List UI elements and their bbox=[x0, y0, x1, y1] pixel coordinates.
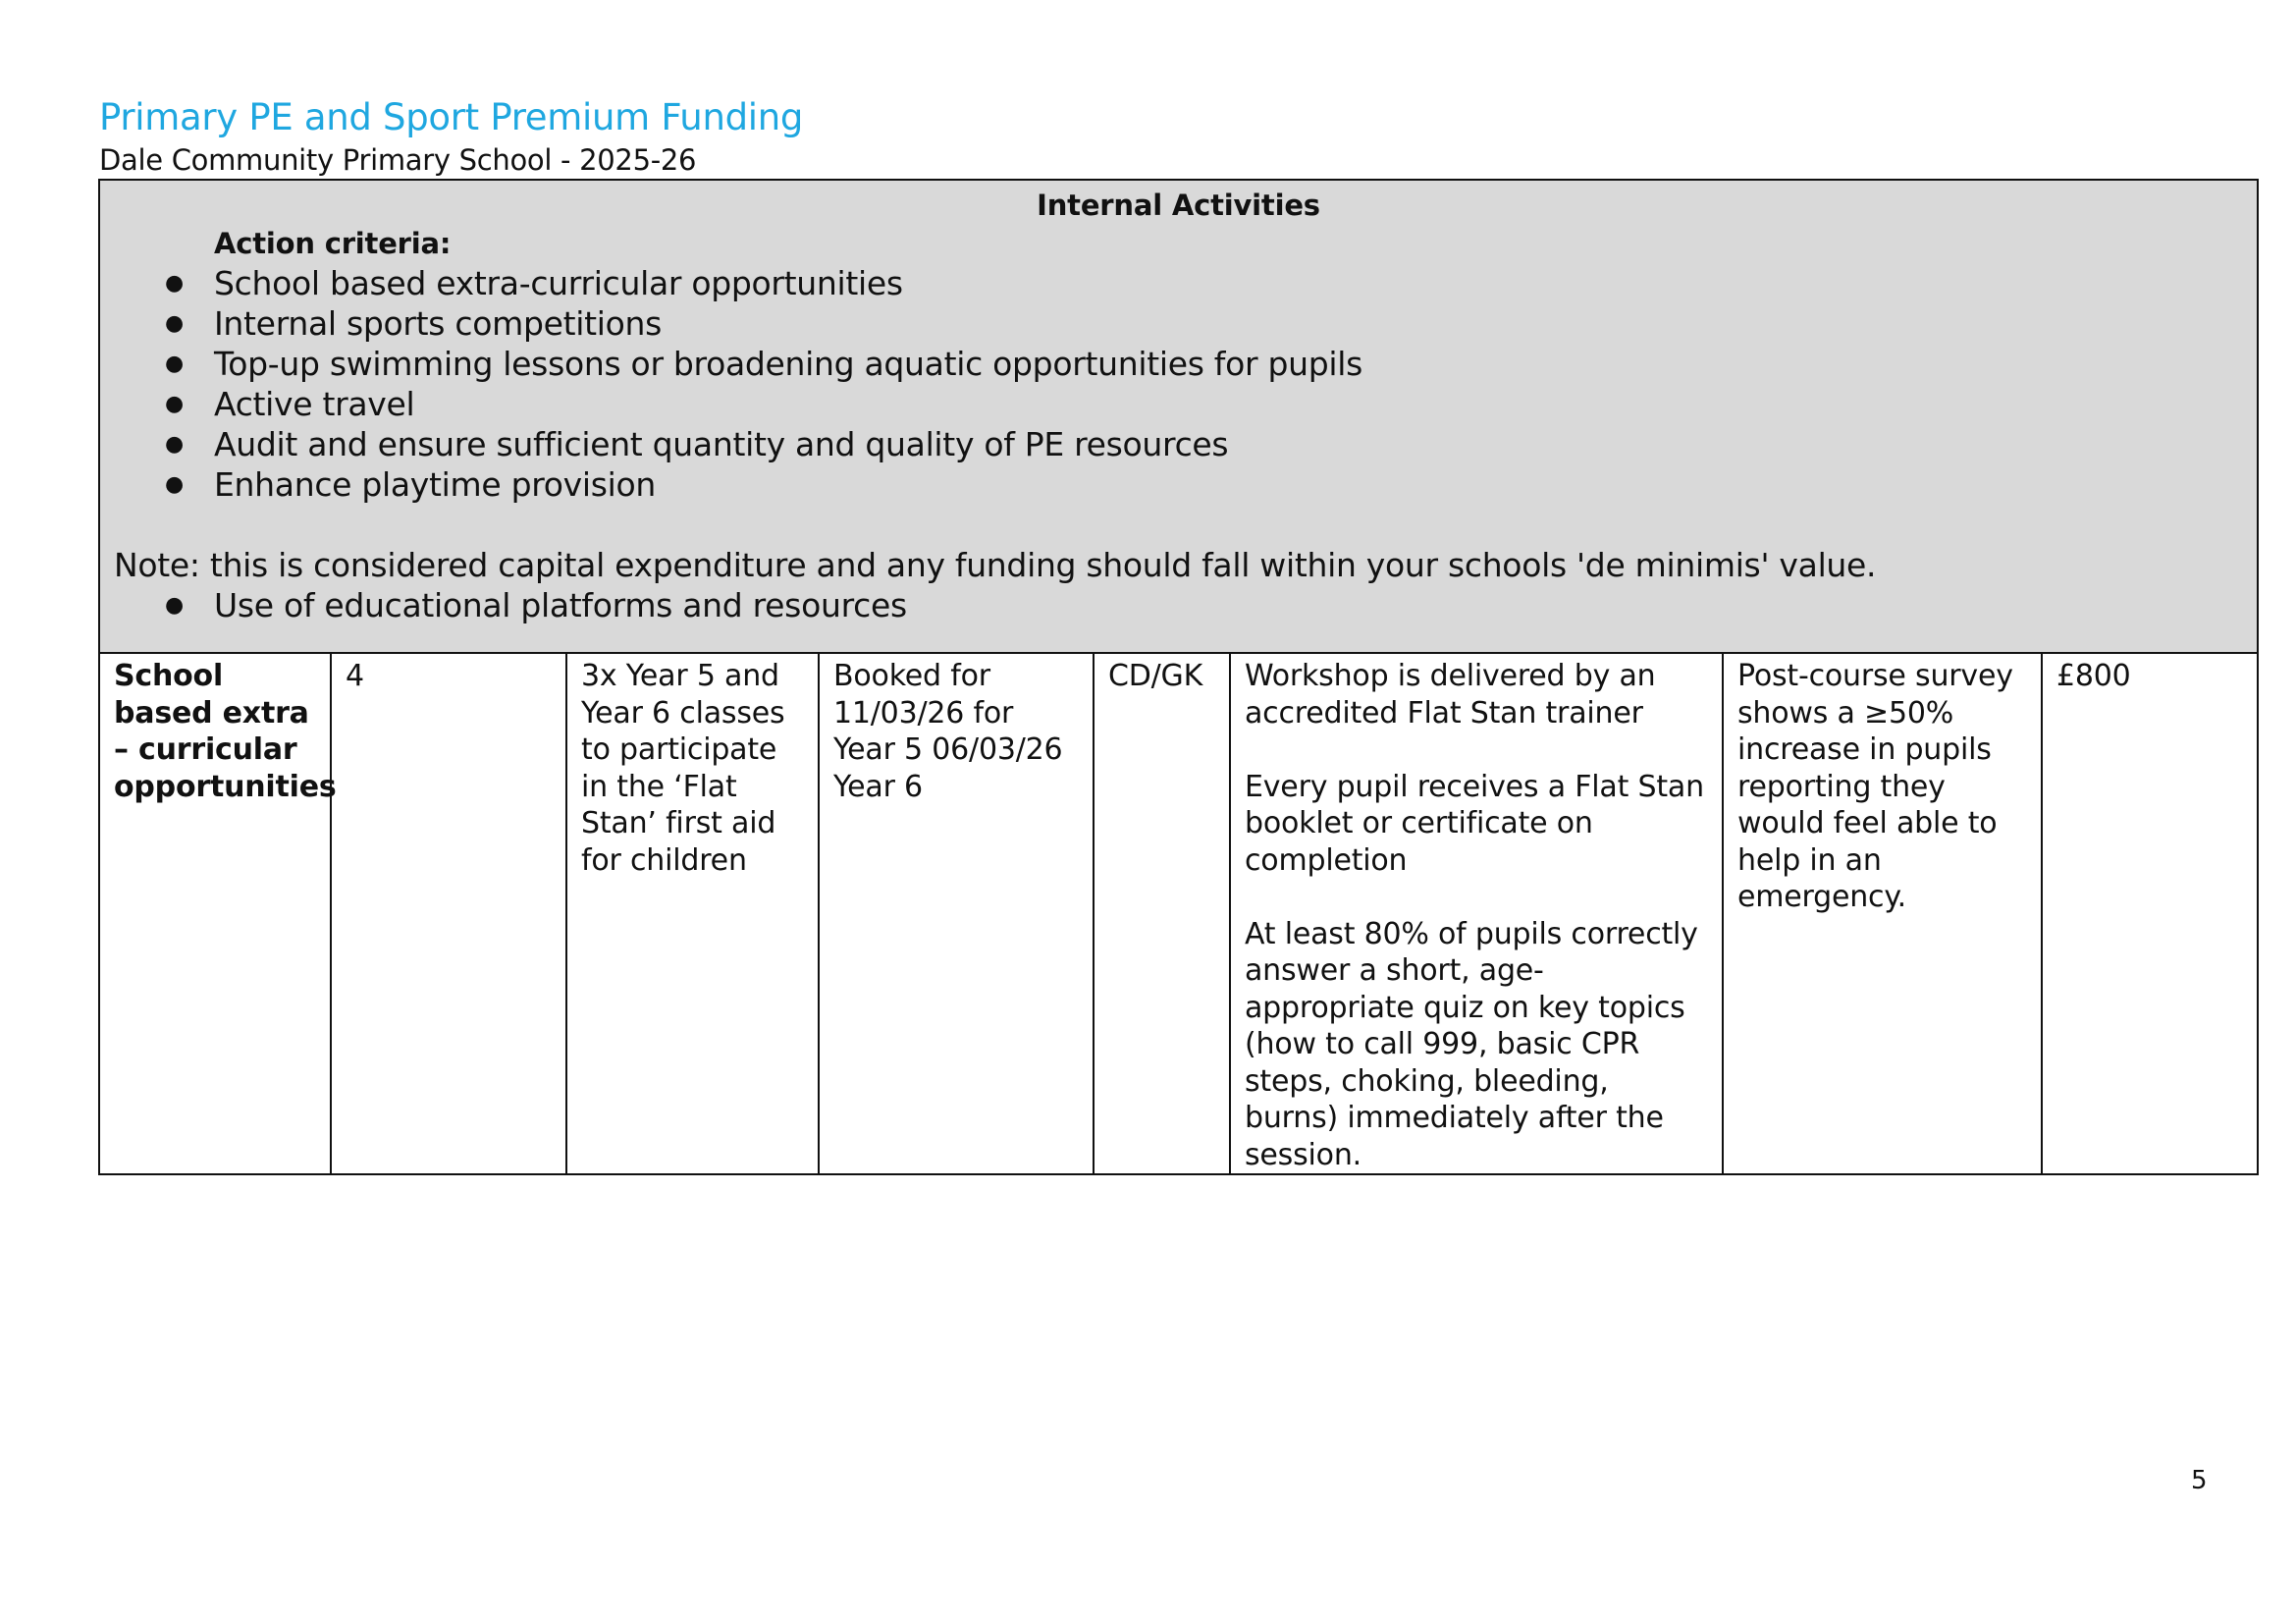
success-criteria-cell bbox=[1230, 653, 1723, 1174]
success-criterion: At least 80% of pupils correctly answer a short, age-appropriate quiz on key topics (how to call 999, basic CPR steps, choking, bleeding, burns) immediately after the session. bbox=[1245, 916, 1698, 1172]
criteria-item-text: Enhance playtime provision bbox=[214, 465, 657, 504]
success-criterion: Every pupil receives a Flat Stan booklet or certificate on completion bbox=[1245, 769, 1704, 878]
bullet-icon: ● bbox=[165, 352, 184, 376]
criteria-cell bbox=[99, 180, 2258, 653]
bullet-icon: ● bbox=[165, 432, 184, 457]
success-criterion: Workshop is delivered by an accredited Flat Stan trainer bbox=[1245, 659, 1656, 731]
criteria-item-text: Use of educational platforms and resources bbox=[214, 586, 907, 624]
criteria-item-text: Internal sports competitions bbox=[214, 304, 663, 343]
bullet-icon: ● bbox=[165, 472, 184, 497]
bullet-icon: ● bbox=[165, 311, 184, 336]
criteria-item bbox=[114, 263, 2243, 303]
priority-cell: 4 bbox=[331, 653, 566, 1174]
criteria-item-text: Active travel bbox=[214, 385, 415, 423]
criteria-item bbox=[114, 384, 2243, 424]
section-heading: Internal Activities bbox=[1037, 189, 1320, 222]
criteria-item-text: School based extra-curricular opportunities bbox=[214, 264, 903, 302]
bullet-icon: ● bbox=[165, 392, 184, 416]
blank-line bbox=[114, 505, 2243, 545]
timescale-cell: Booked for 11/03/26 for Year 5 06/03/26 Year 6 bbox=[819, 653, 1094, 1174]
document-title: Primary PE and Sport Premium Funding bbox=[99, 96, 804, 138]
extra-criteria-list bbox=[114, 585, 2243, 625]
criteria-item bbox=[114, 464, 2243, 505]
action-cell: 3x Year 5 and Year 6 classes to participate in the ‘Flat Stan’ first aid for children bbox=[566, 653, 819, 1174]
criteria-item-text: Audit and ensure sufficient quantity and quality of PE resources bbox=[214, 425, 1229, 463]
criteria-row bbox=[99, 180, 2258, 653]
cost-cell: £800 bbox=[2042, 653, 2258, 1174]
page-number: 5 bbox=[2191, 1466, 2208, 1495]
criteria-item bbox=[114, 344, 2243, 384]
criteria-list bbox=[114, 263, 2243, 505]
capital-expenditure-note: Note: this is considered capital expenditure and any funding should fall within your schools 'de minimis' value. bbox=[114, 546, 1877, 584]
activity-cell: School based extra – curricular opportunities bbox=[99, 653, 331, 1174]
criteria-item bbox=[114, 303, 2243, 344]
action-plan-table bbox=[98, 179, 2259, 1175]
criteria-item bbox=[114, 585, 2243, 625]
bullet-icon: ● bbox=[165, 593, 184, 618]
lead-cell: CD/GK bbox=[1094, 653, 1230, 1174]
criteria-item-text: Top-up swimming lessons or broadening aquatic opportunities for pupils bbox=[214, 345, 1363, 383]
document-subtitle: Dale Community Primary School - 2025-26 bbox=[99, 143, 697, 177]
table-row bbox=[99, 653, 2258, 1174]
impact-cell: Post-course survey shows a ≥50% increase in pupils reporting they would feel able to help in an emergency. bbox=[1723, 653, 2042, 1174]
criteria-item bbox=[114, 424, 2243, 464]
bullet-icon: ● bbox=[165, 271, 184, 296]
criteria-label: Action criteria: bbox=[214, 227, 452, 260]
